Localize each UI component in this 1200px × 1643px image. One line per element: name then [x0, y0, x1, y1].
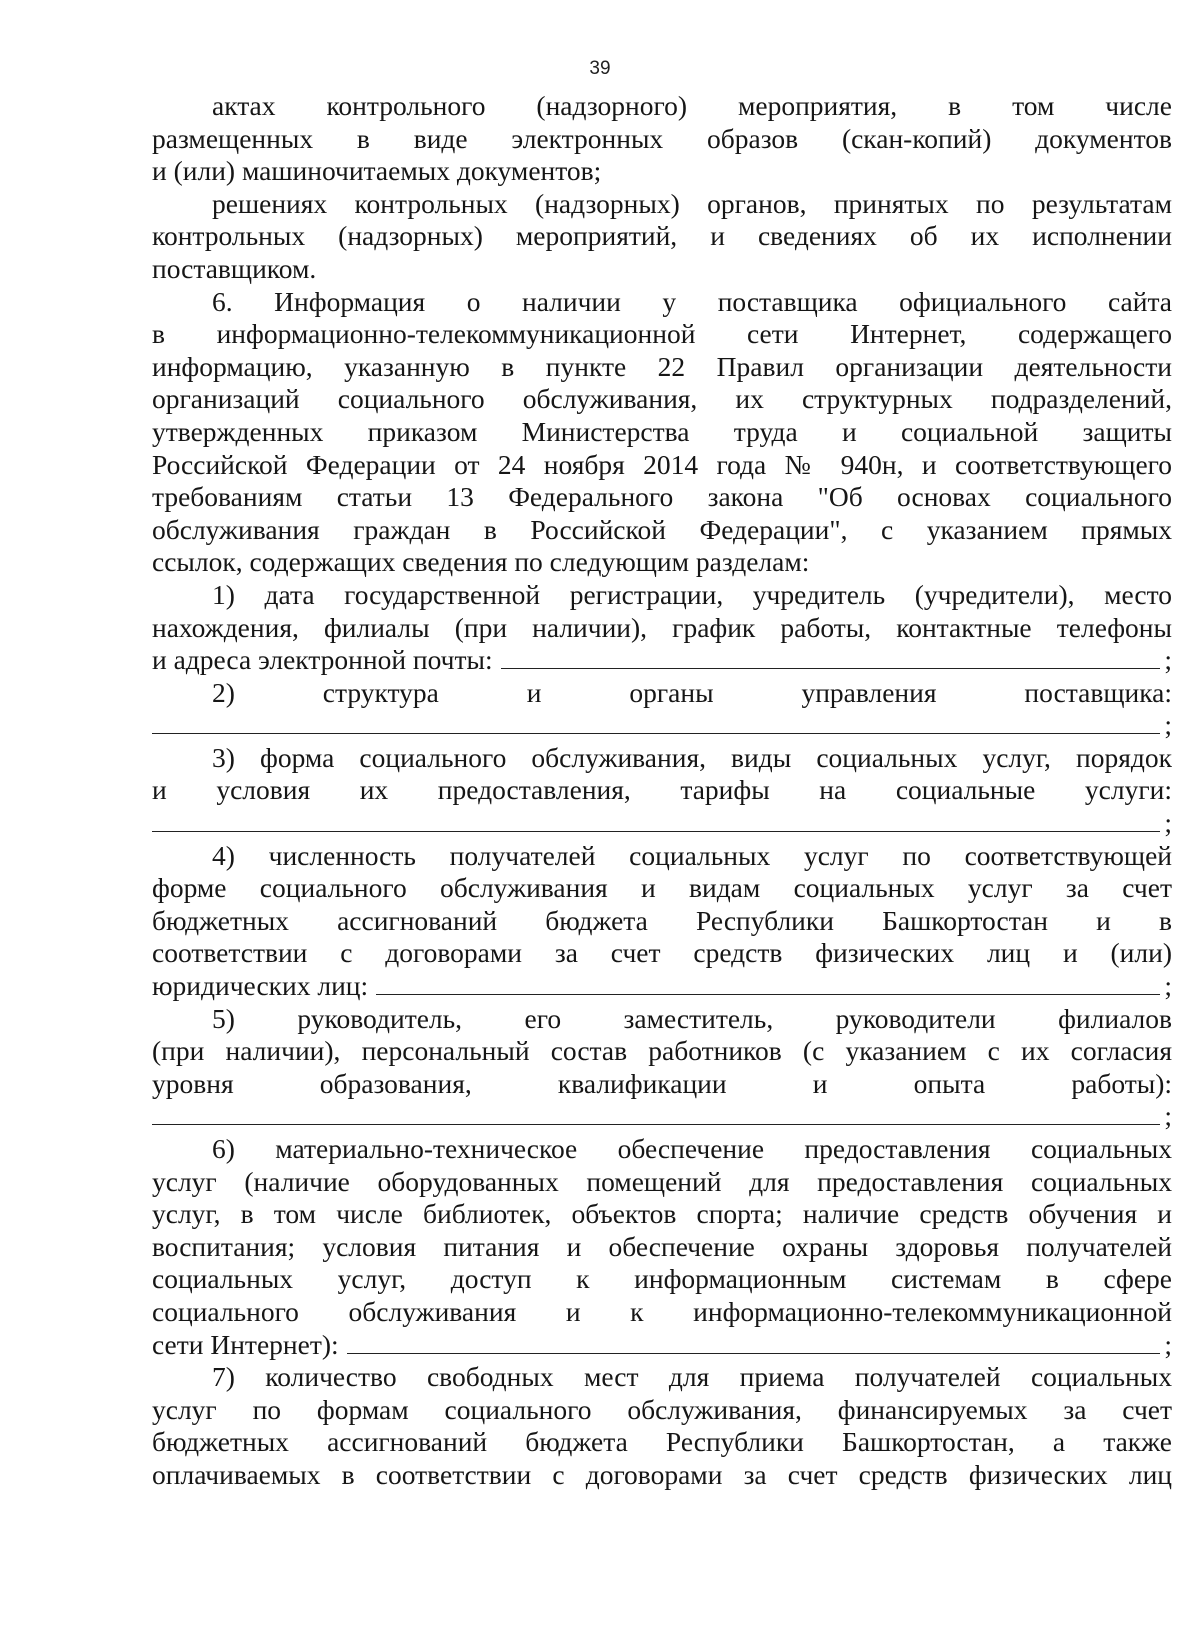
fill-in-line: [152, 709, 1172, 742]
fill-in-line: [152, 970, 1172, 1003]
text-line: соответствии с договорами за счет средств физических лиц и (или): [152, 937, 1172, 969]
text-line: оплачиваемых в соответствии с договорами за счет средств физических лиц: [152, 1458, 1172, 1490]
text-line: 5) руководитель, его заместитель, руководители филиалов: [212, 1002, 1172, 1034]
text-line: услуг (наличие оборудованных помещений для предоставления социальных: [152, 1165, 1172, 1197]
text-line: информацию, указанную в пункте 22 Правил организации деятельности: [152, 350, 1172, 382]
text-line: контрольных (надзорных) мероприятий, и сведениях об их исполнении: [152, 220, 1172, 252]
document-body: [152, 90, 1172, 1492]
text-line: ссылок, содержащих сведения по следующим разделам:: [152, 546, 810, 578]
blank-field-underline[interactable]: [347, 1329, 1161, 1354]
text-line: требованиям статьи 13 Федерального закона "Об основах социального: [152, 481, 1172, 513]
blank-field-underline[interactable]: [376, 970, 1160, 995]
text-line: поставщиком.: [152, 252, 317, 284]
text-line: бюджетных ассигнований бюджета Республики Башкортостан и в: [152, 904, 1172, 936]
text-line: 1) дата государственной регистрации, учредитель (учредители), место: [212, 578, 1172, 610]
line-label: и адреса электронной почты:: [152, 644, 493, 676]
text-line: социального обслуживания и к информационно-телекоммуникационной: [152, 1295, 1172, 1327]
fill-in-line: [152, 1100, 1172, 1133]
blank-field-underline[interactable]: [152, 709, 1160, 734]
line-terminator: ;: [1164, 709, 1172, 741]
blank-field-underline[interactable]: [501, 644, 1161, 669]
text-line: 6. Информация о наличии у поставщика официального сайта: [212, 285, 1172, 317]
fill-in-line: [152, 1329, 1172, 1362]
page-number: 39: [589, 58, 611, 79]
text-line: организаций социального обслуживания, их структурных подразделений,: [152, 383, 1172, 415]
text-line: воспитания; условия питания и обеспечение охраны здоровья получателей: [152, 1230, 1172, 1262]
text-line: 4) численность получателей социальных услуг по соответствующей: [212, 839, 1172, 871]
line-terminator: ;: [1164, 644, 1172, 676]
text-line: нахождения, филиалы (при наличии), график работы, контактные телефоны: [152, 611, 1172, 643]
text-line: и (или) машиночитаемых документов;: [152, 155, 602, 187]
line-terminator: ;: [1164, 807, 1172, 839]
text-line: Российской Федерации от 24 ноября 2014 года № 940н, и соответствующего: [152, 448, 1172, 480]
text-line: размещенных в виде электронных образов (скан-копий) документов: [152, 122, 1172, 154]
fill-in-line: [152, 644, 1172, 677]
text-line: бюджетных ассигнований бюджета Республики Башкортостан, а также: [152, 1426, 1172, 1458]
line-label: юридических лиц:: [152, 970, 369, 1002]
text-line: услуг по формам социального обслуживания, финансируемых за счет: [152, 1393, 1172, 1425]
text-line: в информационно-телекоммуникационной сети Интернет, содержащего: [152, 318, 1172, 350]
fill-in-line: [152, 807, 1172, 840]
text-line: 3) форма социального обслуживания, виды социальных услуг, порядок: [212, 741, 1172, 773]
text-line: обслуживания граждан в Российской Федерации", с указанием прямых: [152, 513, 1172, 545]
line-terminator: ;: [1164, 1100, 1172, 1132]
blank-field-underline[interactable]: [152, 807, 1160, 832]
text-line: 6) материально-техническое обеспечение предоставления социальных: [212, 1133, 1172, 1164]
text-line: 2) структура и органы управления поставщика:: [212, 676, 1172, 708]
line-terminator: ;: [1164, 970, 1172, 1002]
text-line: утвержденных приказом Министерства труда и социальной защиты: [152, 415, 1172, 447]
text-line: актах контрольного (надзорного) мероприятия, в том числе: [212, 90, 1172, 121]
blank-field-underline[interactable]: [152, 1100, 1160, 1125]
text-line: 7) количество свободных мест для приема получателей социальных: [212, 1361, 1172, 1393]
text-line: услуг, в том числе библиотек, объектов спорта; наличие средств обучения и: [152, 1198, 1172, 1230]
text-line: и условия их предоставления, тарифы на социальные услуги:: [152, 774, 1172, 806]
line-label: сети Интернет):: [152, 1328, 339, 1360]
text-line: решениях контрольных (надзорных) органов, принятых по результатам: [212, 187, 1172, 219]
text-line: социальных услуг, доступ к информационным системам в сфере: [152, 1263, 1172, 1295]
line-terminator: ;: [1164, 1328, 1172, 1360]
text-line: (при наличии), персональный состав работников (с указанием с их согласия: [152, 1035, 1172, 1067]
text-line: форме социального обслуживания и видам социальных услуг за счет: [152, 872, 1172, 904]
text-line: уровня образования, квалификации и опыта работы):: [152, 1067, 1172, 1099]
